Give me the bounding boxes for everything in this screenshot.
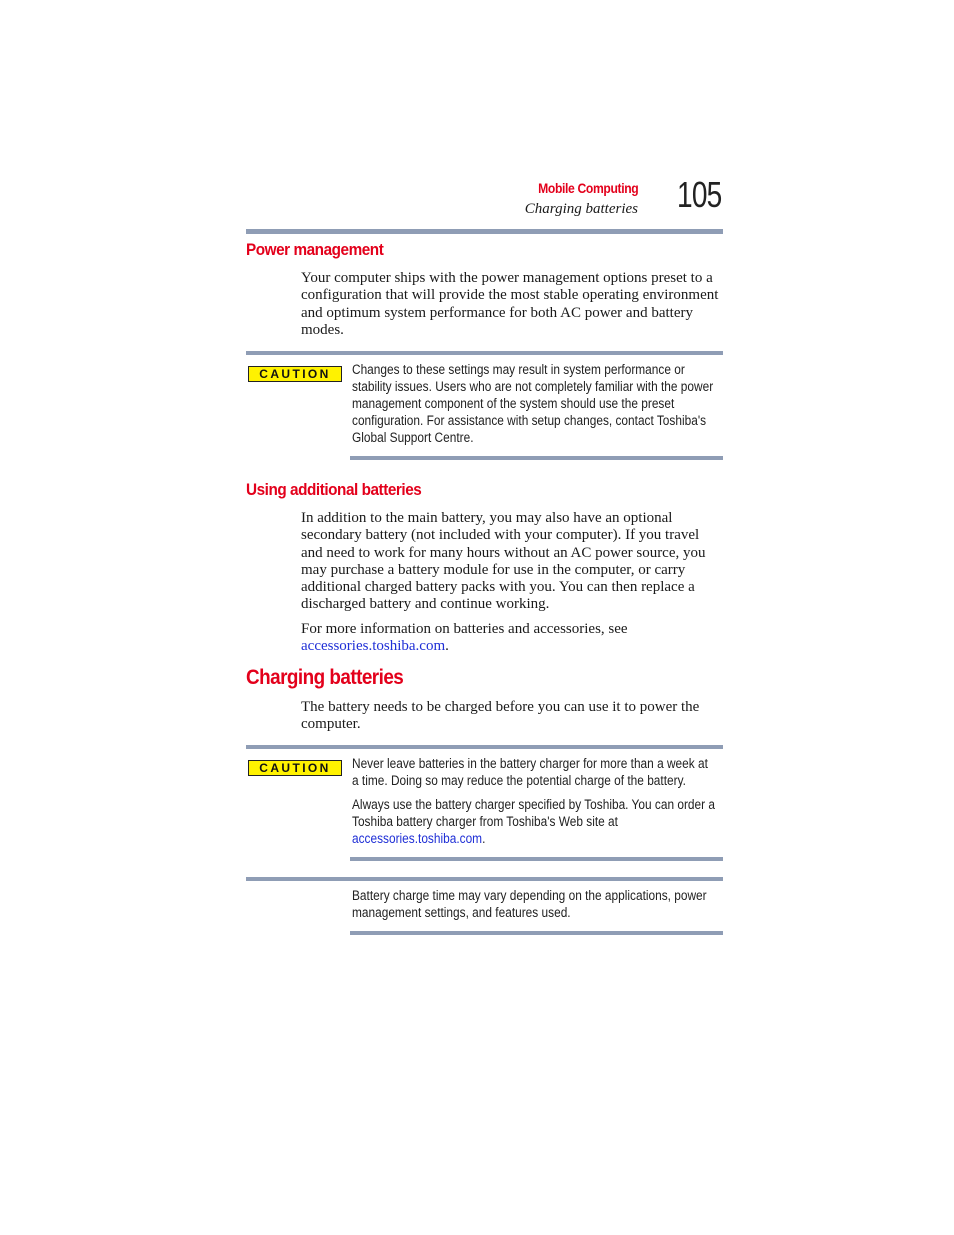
note-bottom-rule bbox=[350, 931, 723, 935]
header-rule bbox=[246, 229, 723, 234]
additional-batteries-info bbox=[301, 621, 723, 656]
running-header-section: Charging batteries bbox=[524, 201, 638, 217]
accessories-link[interactable]: accessories.toshiba.com bbox=[301, 638, 446, 655]
info-text: For more information on batteries and accessories, see bbox=[301, 621, 628, 637]
caution-accessories-link[interactable]: accessories.toshiba.com bbox=[352, 831, 483, 846]
additional-batteries-paragraph: In addition to the main battery, you may also have an optional secondary battery (not included with your computer). If you travel and need to work for many hours without an AC power source, you may purchase a battery module for use in the computer, or carry additional charged battery packs with you. You can then replace a discharged battery and continue working. bbox=[301, 510, 706, 613]
caution-badge: CAUTION bbox=[248, 366, 342, 382]
heading-using-additional-batteries: Using additional batteries bbox=[246, 480, 422, 499]
caution-text: Changes to these settings may result in system performance or stability issues. Users who are not completely familiar with the power management component of the system should use the preset configuration. For assistance with setup changes, contact Toshiba's Global Support Centre. bbox=[352, 362, 714, 445]
note-top-rule bbox=[246, 877, 723, 881]
caution-link-period: . bbox=[482, 831, 486, 846]
charging-caution-badge: CAUTION bbox=[248, 760, 342, 776]
charging-caution-text-2 bbox=[352, 796, 716, 847]
caution-bottom-rule bbox=[350, 456, 723, 460]
caution-order-text: Always use the battery charger specified by Toshiba. You can order a Toshiba battery charger from Toshiba's Web site at bbox=[352, 797, 716, 829]
info-period: . bbox=[445, 638, 449, 655]
heading-charging-batteries: Charging batteries bbox=[246, 666, 404, 689]
charging-caution-bottom-rule bbox=[350, 857, 723, 861]
running-header-chapter: Mobile Computing bbox=[537, 181, 638, 196]
charge-time-note: Battery charge time may vary depending on the applications, power management settings, and features used. bbox=[352, 888, 707, 920]
charging-caution-text-1: Never leave batteries in the battery charger for more than a week at a time. Doing so may reduce the potential charge of the battery. bbox=[352, 756, 708, 788]
charging-paragraph: The battery needs to be charged before you can use it to power the computer. bbox=[301, 699, 700, 733]
charging-caution-top-rule bbox=[246, 745, 723, 749]
caution-top-rule bbox=[246, 351, 723, 355]
heading-power-management: Power management bbox=[246, 240, 384, 259]
power-management-paragraph: Your computer ships with the power management options preset to a configuration that will provide the most stable operating environment and optimum system performance for both AC power and battery modes. bbox=[301, 270, 719, 338]
page-number: 105 bbox=[677, 174, 722, 215]
